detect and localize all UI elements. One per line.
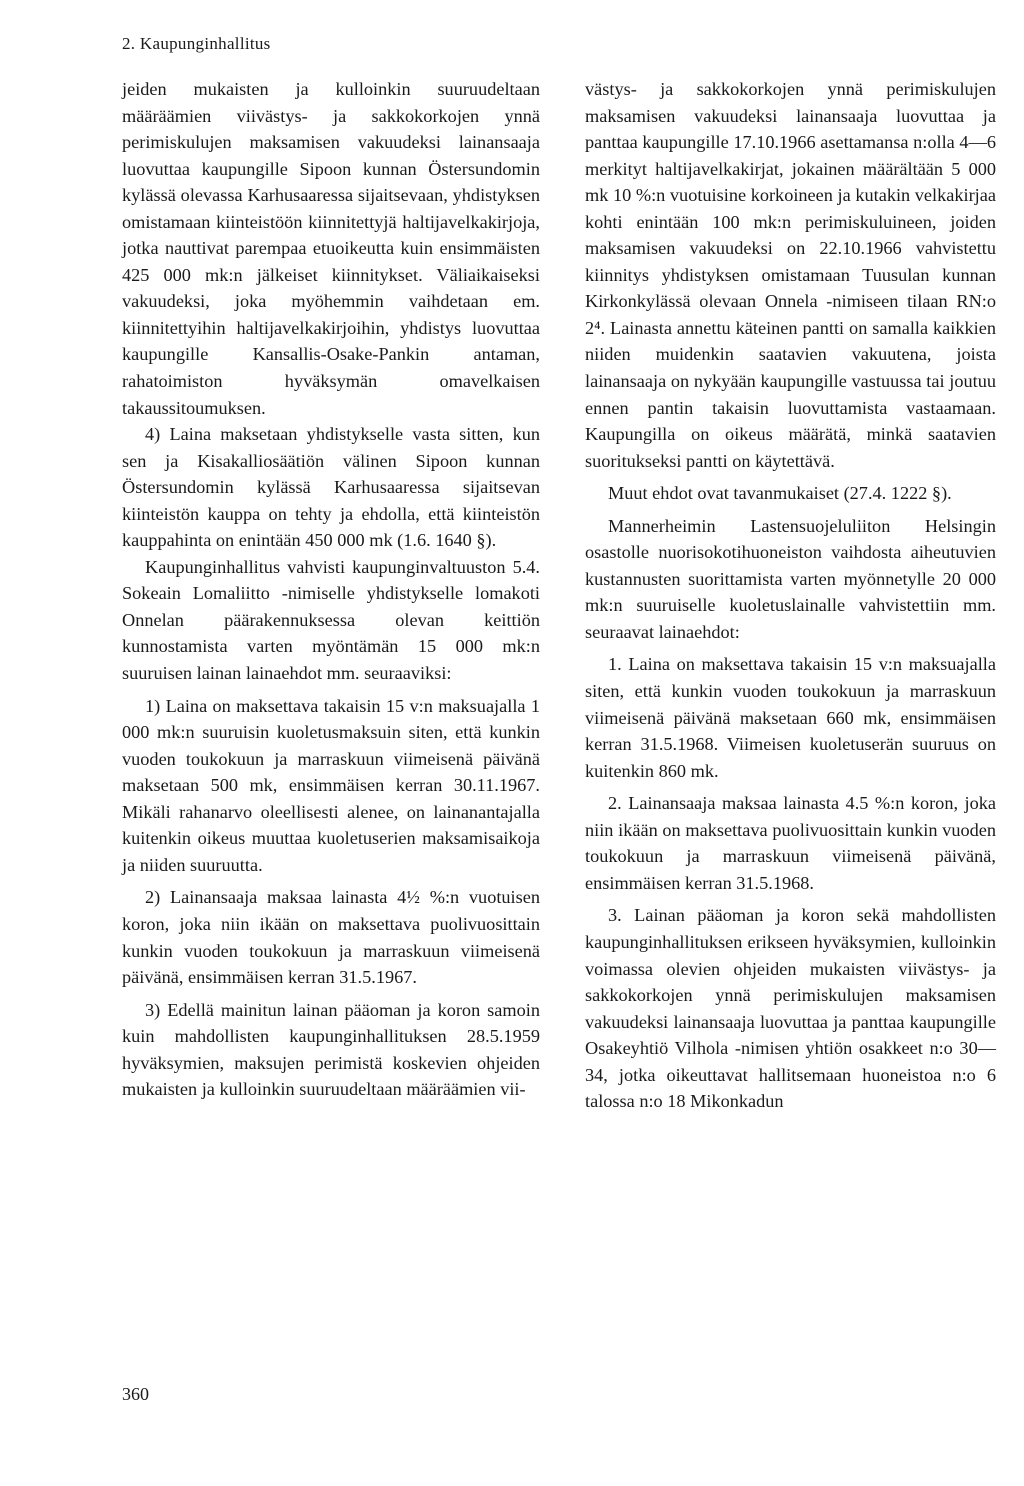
paragraph: Mannerheimin Lastensuojeluliiton Helsingin osastolle nuorisokotihuoneiston vaihdosta aiheutuvien kustannusten suorittamista varten myönnetylle 20 000 mk:n suuruiselle kuoletuslainalle vahvistettiin mm. seuraavat lainaehdot: xyxy=(585,515,996,642)
paragraph: Muut ehdot ovat tavanmukaiset (27.4. 1222 §). xyxy=(608,483,952,504)
paragraph: 3) Edellä mainitun lainan pääoman ja koron samoin kuin mahdollisten kaupunginhallituksen 28.5.1959 hyväksymien, maksujen perimistä koskevien ohjeiden mukaisten ja kulloinkin suuruudeltaan määräämien vii- xyxy=(122,999,540,1100)
left-text-column xyxy=(122,76,540,1103)
paragraph: 4) Laina maksetaan yhdistykselle vasta sitten, kun sen ja Kisakalliosäätiön välinen Sipoon kunnan Östersundomin kylässä Karhusaaressa sijaitsevan kiinteistön kauppa on tehty ja ehdolla, että kiinteistön kauppahinta on enintään 450 000 mk (1.6. 1640 §). xyxy=(122,424,540,551)
paragraph: 1) Laina on maksettava takaisin 15 v:n maksuajalla 1 000 mk:n suuruisin kuoletusmaksuin siten, että kunkin vuoden toukokuun ja marraskuun viimeisenä päivänä maksetaan 500 mk, ensimmäisen kerran 30.11.1967. Mikäli rahanarvo oleellisesti alenee, on lainanantajalla kuitenkin oikeus muuttaa kuoletuserien maksamisaikoja ja niiden suuruutta. xyxy=(122,695,540,875)
paragraph: 2. Lainansaaja maksaa lainasta 4.5 %:n koron, joka niin ikään on maksettava puolivuosittain kunkin vuoden toukokuun ja marraskuun viimeisenä päivänä, ensimmäisen kerran 31.5.1968. xyxy=(585,793,996,893)
running-header: 2. Kaupunginhallitus xyxy=(122,34,271,53)
paragraph: Kaupunginhallitus vahvisti kaupunginvaltuuston 5.4. Sokeain Lomaliitto -nimiselle yhdistykselle lomakoti Onnelan päärakennuksessa olevan keittiön kunnostamista varten myöntämän 15 000 mk:n suuruisen lainan lainaehdot mm. seuraaviksi: xyxy=(122,556,540,684)
paragraph: 2) Lainansaaja maksaa lainasta 4½ %:n vuotuisen koron, joka niin ikään on maksettava puolivuosittain kunkin vuoden toukokuun ja marraskuun viimeisenä päivänä, ensimmäisen kerran 31.5.1967. xyxy=(122,887,540,988)
paragraph: 1. Laina on maksettava takaisin 15 v:n maksuajalla siten, että kunkin vuoden toukokuun ja marraskuun viimeisenä päivänä maksetaan 660 mk, ensimmäisen kerran 31.5.1968. Viimeisen kuoletuserän suuruus on kuitenkin 860 mk. xyxy=(585,654,996,781)
paragraph: 3. Lainan pääoman ja koron sekä mahdollisten kaupunginhallituksen erikseen hyväksymien, kulloinkin voimassa olevien ohjeiden mukaisten viivästys- ja sakkokorkojen ynnä perimiskulujen maksamisen vakuudeksi lainansaaja luovuttaa ja panttaa kaupungille Osakeyhtiö Vilhola -nimisen yhtiön osakkeet n:o 30—34, jotka oikeuttavat hallitsemaan huoneistoa n:o 6 talossa n:o 18 Mikonkadun xyxy=(585,905,996,1112)
page-number: 360 xyxy=(122,1384,149,1404)
paragraph: jeiden mukaisten ja kulloinkin suuruudeltaan määräämien viivästys- ja sakkokorkojen ynnä perimiskulujen maksamisen vakuudeksi lainansaaja luovuttaa kaupungille Sipoon kunnan Östersundomin kylässä olevassa Karhusaaressa sijaitsevaan, yhdistyksen omistamaan kiinteistöön kiinnitettyjä haltijavelkakirjoja, jotka nauttivat parempaa etuoikeutta kuin ensimmäisten 425 000 mk:n jälkeiset kiinnitykset. Väliaikaiseksi vakuudeksi, joka myöhemmin vaihdetaan em. kiinnitettyihin haltijavelkakirjoihin, yhdistys luovuttaa kaupungille Kansallis-Osake-Pankin antaman, rahatoimiston hyväksymän omavelkaisen takaussitoumuksen. xyxy=(122,79,540,418)
paragraph: västys- ja sakkokorkojen ynnä perimiskulujen maksamisen vakuudeksi lainansaaja luovuttaa ja panttaa kaupungille 17.10.1966 asettamansa n:olla 4—6 merkityt haltijavelkakirjat, jokainen määrältään 5 000 mk 10 %:n vuotuisine korkoineen ja kutakin velkakirjaa kohti enintään 100 mk:n perimiskuluineen, joiden maksamisen vakuudeksi on 22.10.1966 vahvistettu kiinnitys yhdistyksen omistamaan Tuusulan kunnan Kirkonkylässä olevaan Onnela -nimiseen tilaan RN:o 2⁴. Lainasta annettu käteinen pantti on samalla kaikkien niiden muidenkin saatavien vakuutena, joista lainansaaja on nykyään kaupungille vastuussa tai joutuu ennen pantin takaisin luovuttamista vastaamaan. Kaupungilla on oikeus määrätä, minkä saatavien suoritukseksi pantti on käytettävä. xyxy=(585,79,996,471)
right-text-column xyxy=(585,76,996,1115)
